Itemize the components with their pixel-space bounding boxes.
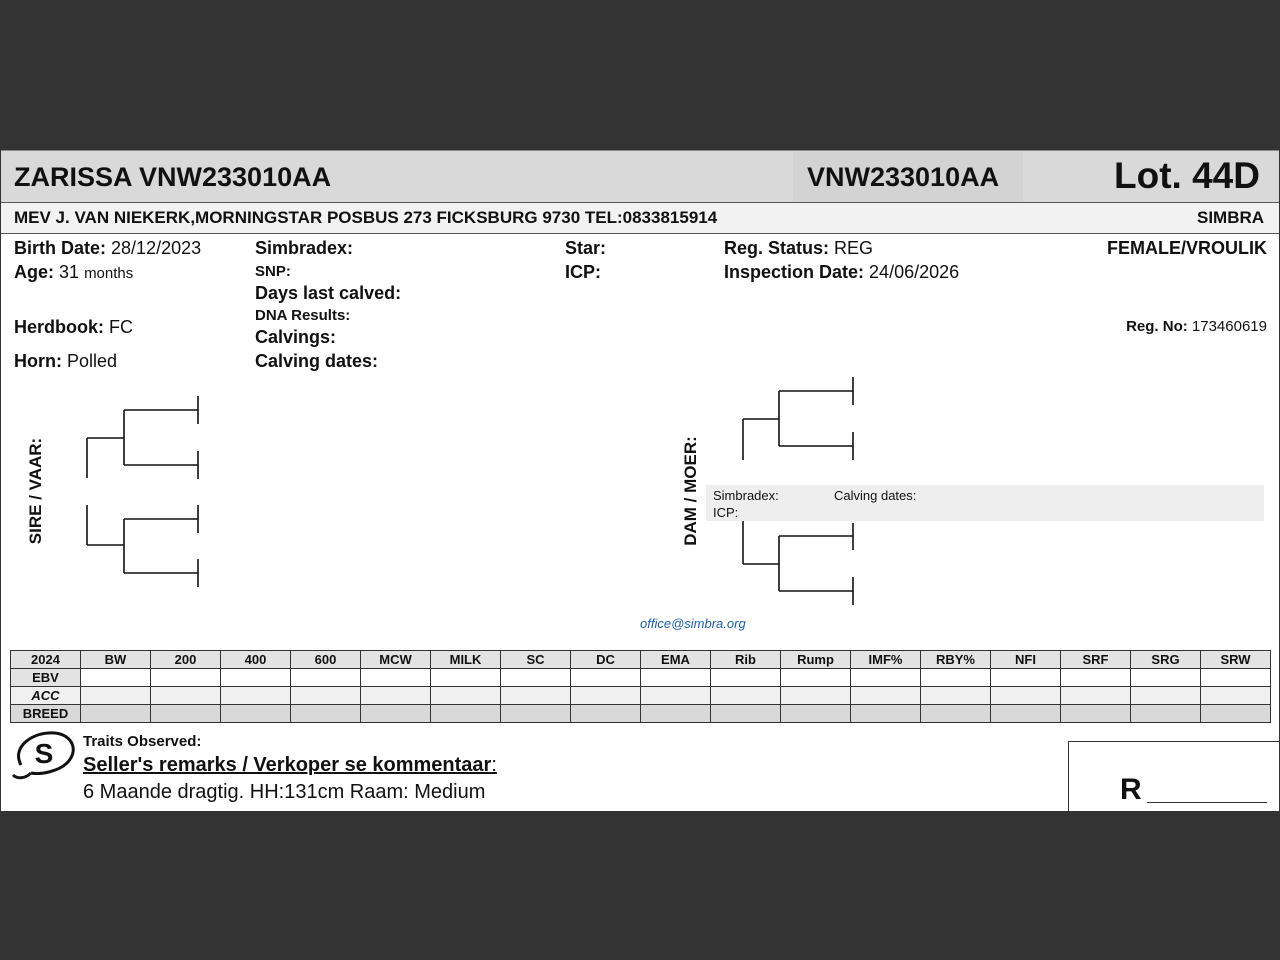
- ebv-cell: [711, 705, 781, 723]
- snp-label: SNP:: [255, 263, 291, 280]
- sellers-remarks-colon: :: [491, 754, 497, 776]
- ebv-cell: [991, 705, 1061, 723]
- reg-no-value: 173460619: [1191, 318, 1267, 335]
- herdbook-label: Herdbook:: [14, 317, 104, 337]
- ebv-cell: [361, 705, 431, 723]
- dna-results-label: DNA Results:: [255, 307, 351, 324]
- age-label: Age:: [14, 262, 54, 282]
- ebv-table-row: [11, 669, 1271, 687]
- price-currency-symbol: R: [1120, 773, 1142, 806]
- ebv-cell: [991, 669, 1061, 687]
- ebv-cell: [291, 687, 361, 705]
- ebv-cell: [641, 687, 711, 705]
- ebv-table-row: [11, 687, 1271, 705]
- ebv-column-header: 600: [291, 651, 361, 669]
- ebv-cell: [291, 705, 361, 723]
- ebv-column-header: IMF%: [851, 651, 921, 669]
- ebv-cell: [1201, 669, 1271, 687]
- inspection-date-value: 24/06/2026: [869, 262, 960, 282]
- ebv-cell: [431, 669, 501, 687]
- ebv-cell: [501, 669, 571, 687]
- ebv-cell: [921, 705, 991, 723]
- ebv-cell: [1131, 687, 1201, 705]
- ebv-cell: [991, 687, 1061, 705]
- ebv-column-header: RBY%: [921, 651, 991, 669]
- ebv-cell: [81, 687, 151, 705]
- inspection-date-label: Inspection Date:: [724, 262, 865, 282]
- ebv-column-header: SC: [501, 651, 571, 669]
- ebv-cell: [641, 705, 711, 723]
- ebv-cell: [1131, 669, 1201, 687]
- calving-dates-label: Calving dates:: [255, 351, 379, 371]
- ebv-cell: [1061, 687, 1131, 705]
- ebv-column-header: Rump: [781, 651, 851, 669]
- reg-no-label: Reg. No:: [1126, 318, 1188, 335]
- age-unit: months: [84, 265, 134, 282]
- ebv-cell: [221, 705, 291, 723]
- ebv-cell: [151, 705, 221, 723]
- ebv-cell: [431, 705, 501, 723]
- ebv-cell: [1061, 705, 1131, 723]
- ebv-cell: [221, 687, 291, 705]
- dam-icp-label: ICP:: [713, 505, 739, 520]
- calvings-label: Calvings:: [255, 327, 337, 347]
- ebv-cell: [81, 705, 151, 723]
- ebv-column-header: SRW: [1201, 651, 1271, 669]
- ebv-year-header: 2024: [11, 651, 81, 669]
- ebv-cell: [501, 705, 571, 723]
- ebv-table-row: [11, 705, 1271, 723]
- animal-code: VNW233010AA: [807, 162, 1000, 192]
- animal-name: ZARISSA VNW233010AA: [14, 162, 332, 192]
- ebv-column-header: EMA: [641, 651, 711, 669]
- ebv-cell: [711, 669, 781, 687]
- horn-label: Horn:: [14, 351, 62, 371]
- simbradex-label: Simbradex:: [255, 238, 354, 258]
- birth-date-label: Birth Date:: [14, 238, 107, 258]
- office-email-link[interactable]: office@simbra.org: [640, 616, 746, 631]
- ebv-row-label: ACC: [11, 687, 81, 705]
- dam-info-box: [706, 485, 1264, 521]
- ebv-column-header: SRG: [1131, 651, 1201, 669]
- dam-label: DAM / MOER:: [681, 436, 700, 546]
- ebv-column-header: Rib: [711, 651, 781, 669]
- ebv-cell: [921, 687, 991, 705]
- days-last-calved-label: Days last calved:: [255, 283, 402, 303]
- price-box: [1068, 741, 1279, 811]
- ebv-cell: [431, 687, 501, 705]
- ebv-cell: [151, 669, 221, 687]
- ebv-cell: [571, 687, 641, 705]
- traits-observed-label: Traits Observed:: [83, 733, 202, 750]
- lot-card: [1, 150, 1279, 811]
- ebv-column-header: MCW: [361, 651, 431, 669]
- ebv-column-header: SRF: [1061, 651, 1131, 669]
- sellers-remarks-heading: [83, 754, 497, 777]
- dam-simbradex-label: Simbradex:: [713, 488, 779, 503]
- age-value: 31: [59, 262, 80, 282]
- ebv-cell: [781, 705, 851, 723]
- ebv-cell: [501, 687, 571, 705]
- ebv-column-header: 400: [221, 651, 291, 669]
- ebv-column-header: DC: [571, 651, 641, 669]
- price-input-line[interactable]: [1147, 802, 1267, 803]
- ebv-cell: [361, 669, 431, 687]
- breed-label: SIMBRA: [1197, 208, 1265, 227]
- ebv-cell: [851, 687, 921, 705]
- reg-status-label: Reg. Status:: [724, 238, 830, 258]
- ebv-cell: [641, 669, 711, 687]
- ebv-cell: [361, 687, 431, 705]
- lot-number: Lot. 44D: [1114, 155, 1260, 196]
- ebv-table: [10, 650, 1271, 723]
- ebv-column-header: NFI: [991, 651, 1061, 669]
- horn-value: Polled: [67, 351, 118, 371]
- ebv-row-label: EBV: [11, 669, 81, 687]
- ebv-cell: [221, 669, 291, 687]
- sire-label: SIRE / VAAR:: [26, 437, 45, 545]
- ebv-column-header: MILK: [431, 651, 501, 669]
- ebv-cell: [1131, 705, 1201, 723]
- ebv-cell: [851, 705, 921, 723]
- dam-calving-dates-label: Calving dates:: [834, 488, 917, 503]
- ebv-column-header: 200: [151, 651, 221, 669]
- icp-label: ICP:: [565, 262, 601, 282]
- ebv-cell: [571, 705, 641, 723]
- star-label: Star:: [565, 238, 607, 258]
- sellers-remarks-title: Seller's remarks / Verkoper se kommentaar: [83, 754, 492, 776]
- reg-status-value: REG: [834, 238, 874, 258]
- ebv-cell: [291, 669, 361, 687]
- pedigree-lines: [1, 151, 1279, 621]
- ebv-column-header: BW: [81, 651, 151, 669]
- ebv-cell: [921, 669, 991, 687]
- sellers-remarks-text: 6 Maande dragtig. HH:131cm Raam: Medium: [83, 781, 486, 803]
- ebv-cell: [781, 669, 851, 687]
- ebv-cell: [1061, 669, 1131, 687]
- simbra-logo: [11, 729, 77, 781]
- sex-label: FEMALE/VROULIK: [1107, 238, 1267, 258]
- ebv-cell: [851, 669, 921, 687]
- ebv-cell: [781, 687, 851, 705]
- ebv-cell: [151, 687, 221, 705]
- owner-line: MEV J. VAN NIEKERK,MORNINGSTAR POSBUS 273 FICKSBURG 9730 TEL:0833815914: [14, 208, 718, 227]
- ebv-row-label: BREED: [11, 705, 81, 723]
- ebv-cell: [1201, 705, 1271, 723]
- logo-letter: S: [34, 738, 54, 769]
- ebv-cell: [81, 669, 151, 687]
- herdbook-value: FC: [109, 317, 134, 337]
- ebv-cell: [1201, 687, 1271, 705]
- birth-date-value: 28/12/2023: [111, 238, 202, 258]
- ebv-cell: [571, 669, 641, 687]
- ebv-cell: [711, 687, 781, 705]
